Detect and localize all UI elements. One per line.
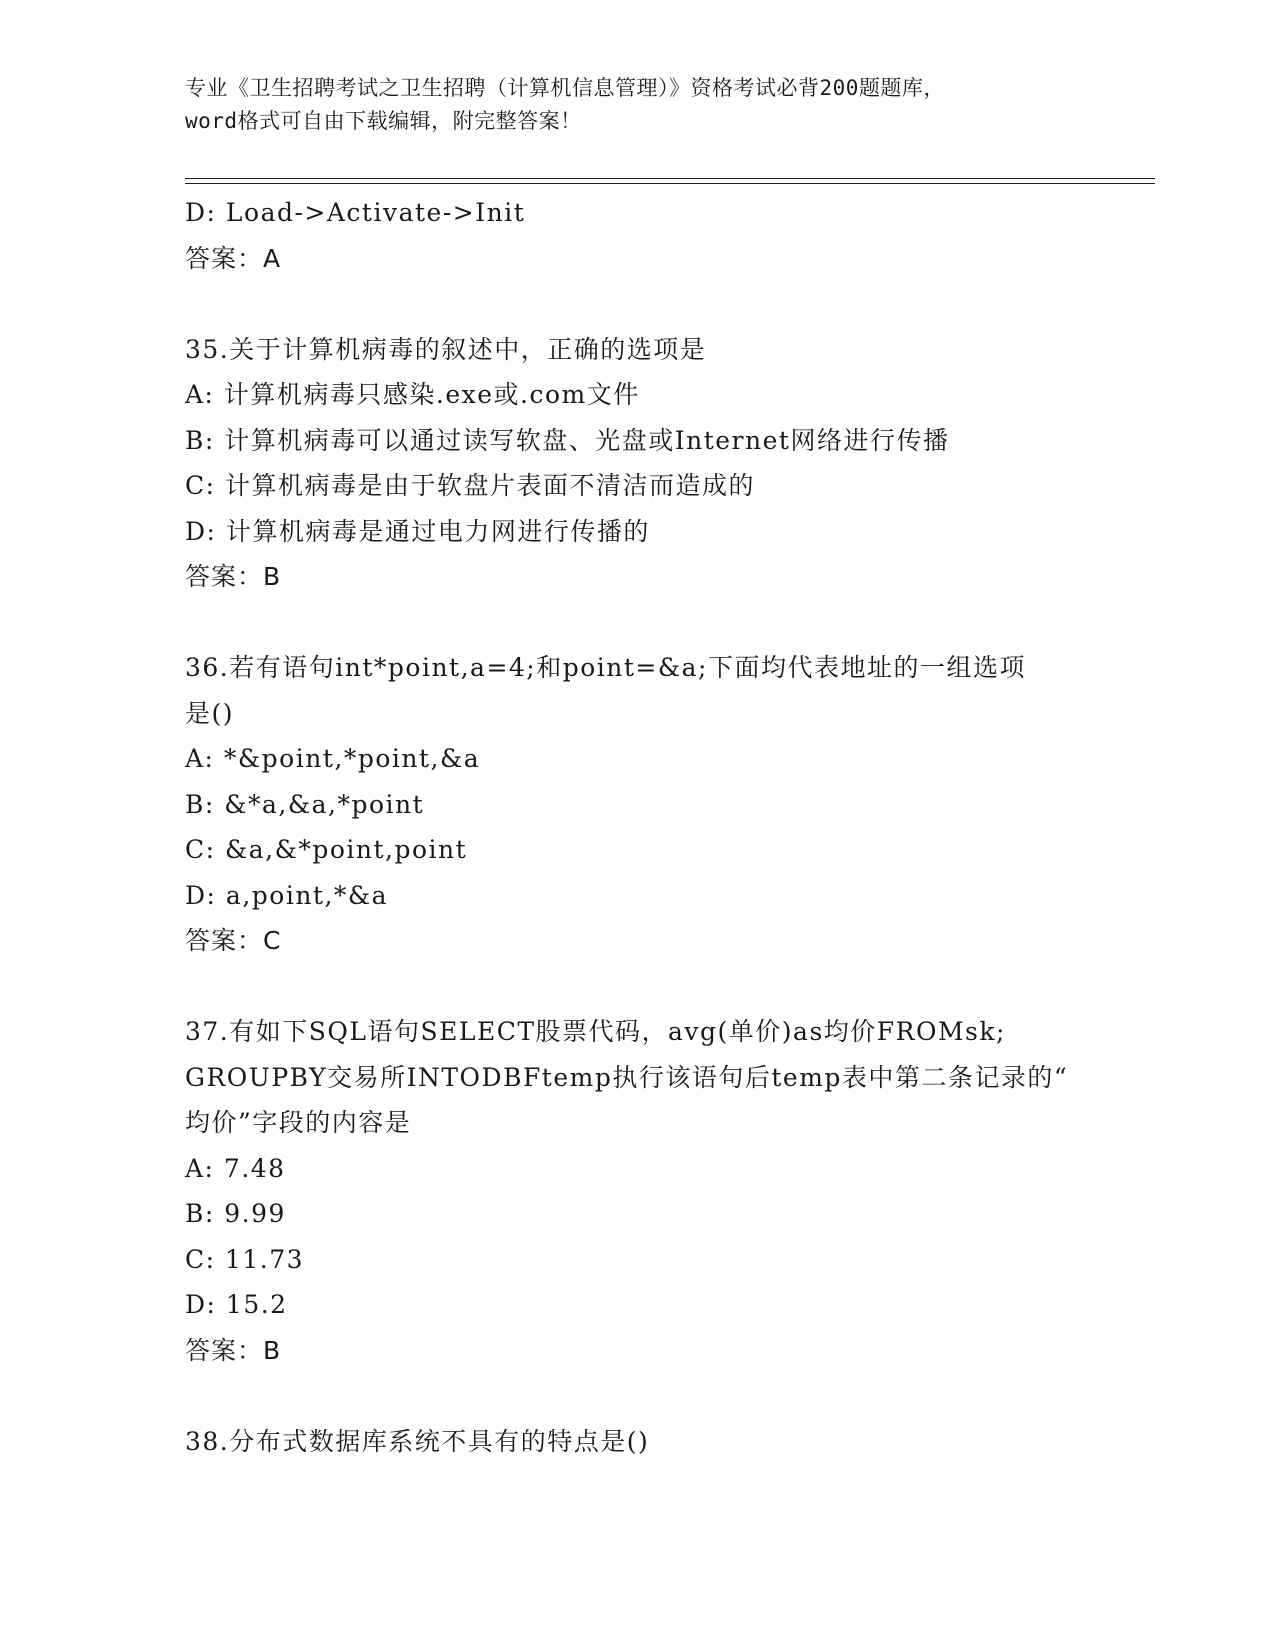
- answer-line: 答案：A: [185, 243, 282, 273]
- text-line: A: 计算机病毒只感染.exe或.com文件: [185, 380, 640, 409]
- text-line: A: *&point,*point,&a: [185, 744, 481, 773]
- header-line-2: word格式可自由下载编辑，附完整答案！: [185, 109, 582, 133]
- header-divider-bottom: [185, 183, 1155, 184]
- document-header: [185, 72, 1085, 138]
- text-line: 38.分布式数据库系统不具有的特点是(): [185, 1426, 650, 1456]
- blank-line: [185, 1373, 1085, 1419]
- text-line: D: 计算机病毒是通过电力网进行传播的: [185, 516, 650, 546]
- text-line: C: 11.73: [185, 1244, 305, 1274]
- text-line: 均价”字段的内容是: [185, 1108, 412, 1137]
- text-line: D: 15.2: [185, 1290, 288, 1319]
- text-line: B: &*a,&a,*point: [185, 789, 425, 819]
- answer-line: 答案：B: [185, 562, 282, 591]
- blank-line: [185, 281, 1085, 327]
- text-line: D: a,point,*&a: [185, 880, 389, 910]
- text-line: B: 9.99: [185, 1199, 286, 1228]
- text-line: B: 计算机病毒可以通过读写软盘、光盘或Internet网络进行传播: [185, 425, 950, 455]
- text-line: C: &a,&*point,point: [185, 835, 468, 864]
- blank-line: [185, 600, 1085, 646]
- text-line: 36.若有语句int*point,a=4;和point=&a;下面均代表地址的一组选项: [185, 653, 1026, 682]
- text-line: 37.有如下SQL语句SELECT股票代码，avg(单价)as均价FROMsk;: [185, 1017, 1006, 1046]
- text-line: D: Load->Activate->Init: [185, 198, 526, 227]
- text-line: C: 计算机病毒是由于软盘片表面不清洁而造成的: [185, 471, 755, 500]
- header-line-1: 专业《卫生招聘考试之卫生招聘（计算机信息管理）》资格考试必背200题题库，: [185, 76, 945, 100]
- blank-line: [185, 964, 1085, 1010]
- text-line: 是(): [185, 698, 235, 728]
- header-divider-top: [185, 178, 1155, 179]
- text-line: A: 7.48: [185, 1153, 286, 1183]
- answer-line: 答案：B: [185, 1335, 282, 1365]
- answer-line: 答案：C: [185, 926, 282, 955]
- question-content: [185, 190, 1085, 1464]
- text-line: 35.关于计算机病毒的叙述中，正确的选项是: [185, 334, 707, 364]
- text-line: GROUPBY交易所INTODBFtemp执行该语句后temp表中第二条记录的“: [185, 1062, 1069, 1092]
